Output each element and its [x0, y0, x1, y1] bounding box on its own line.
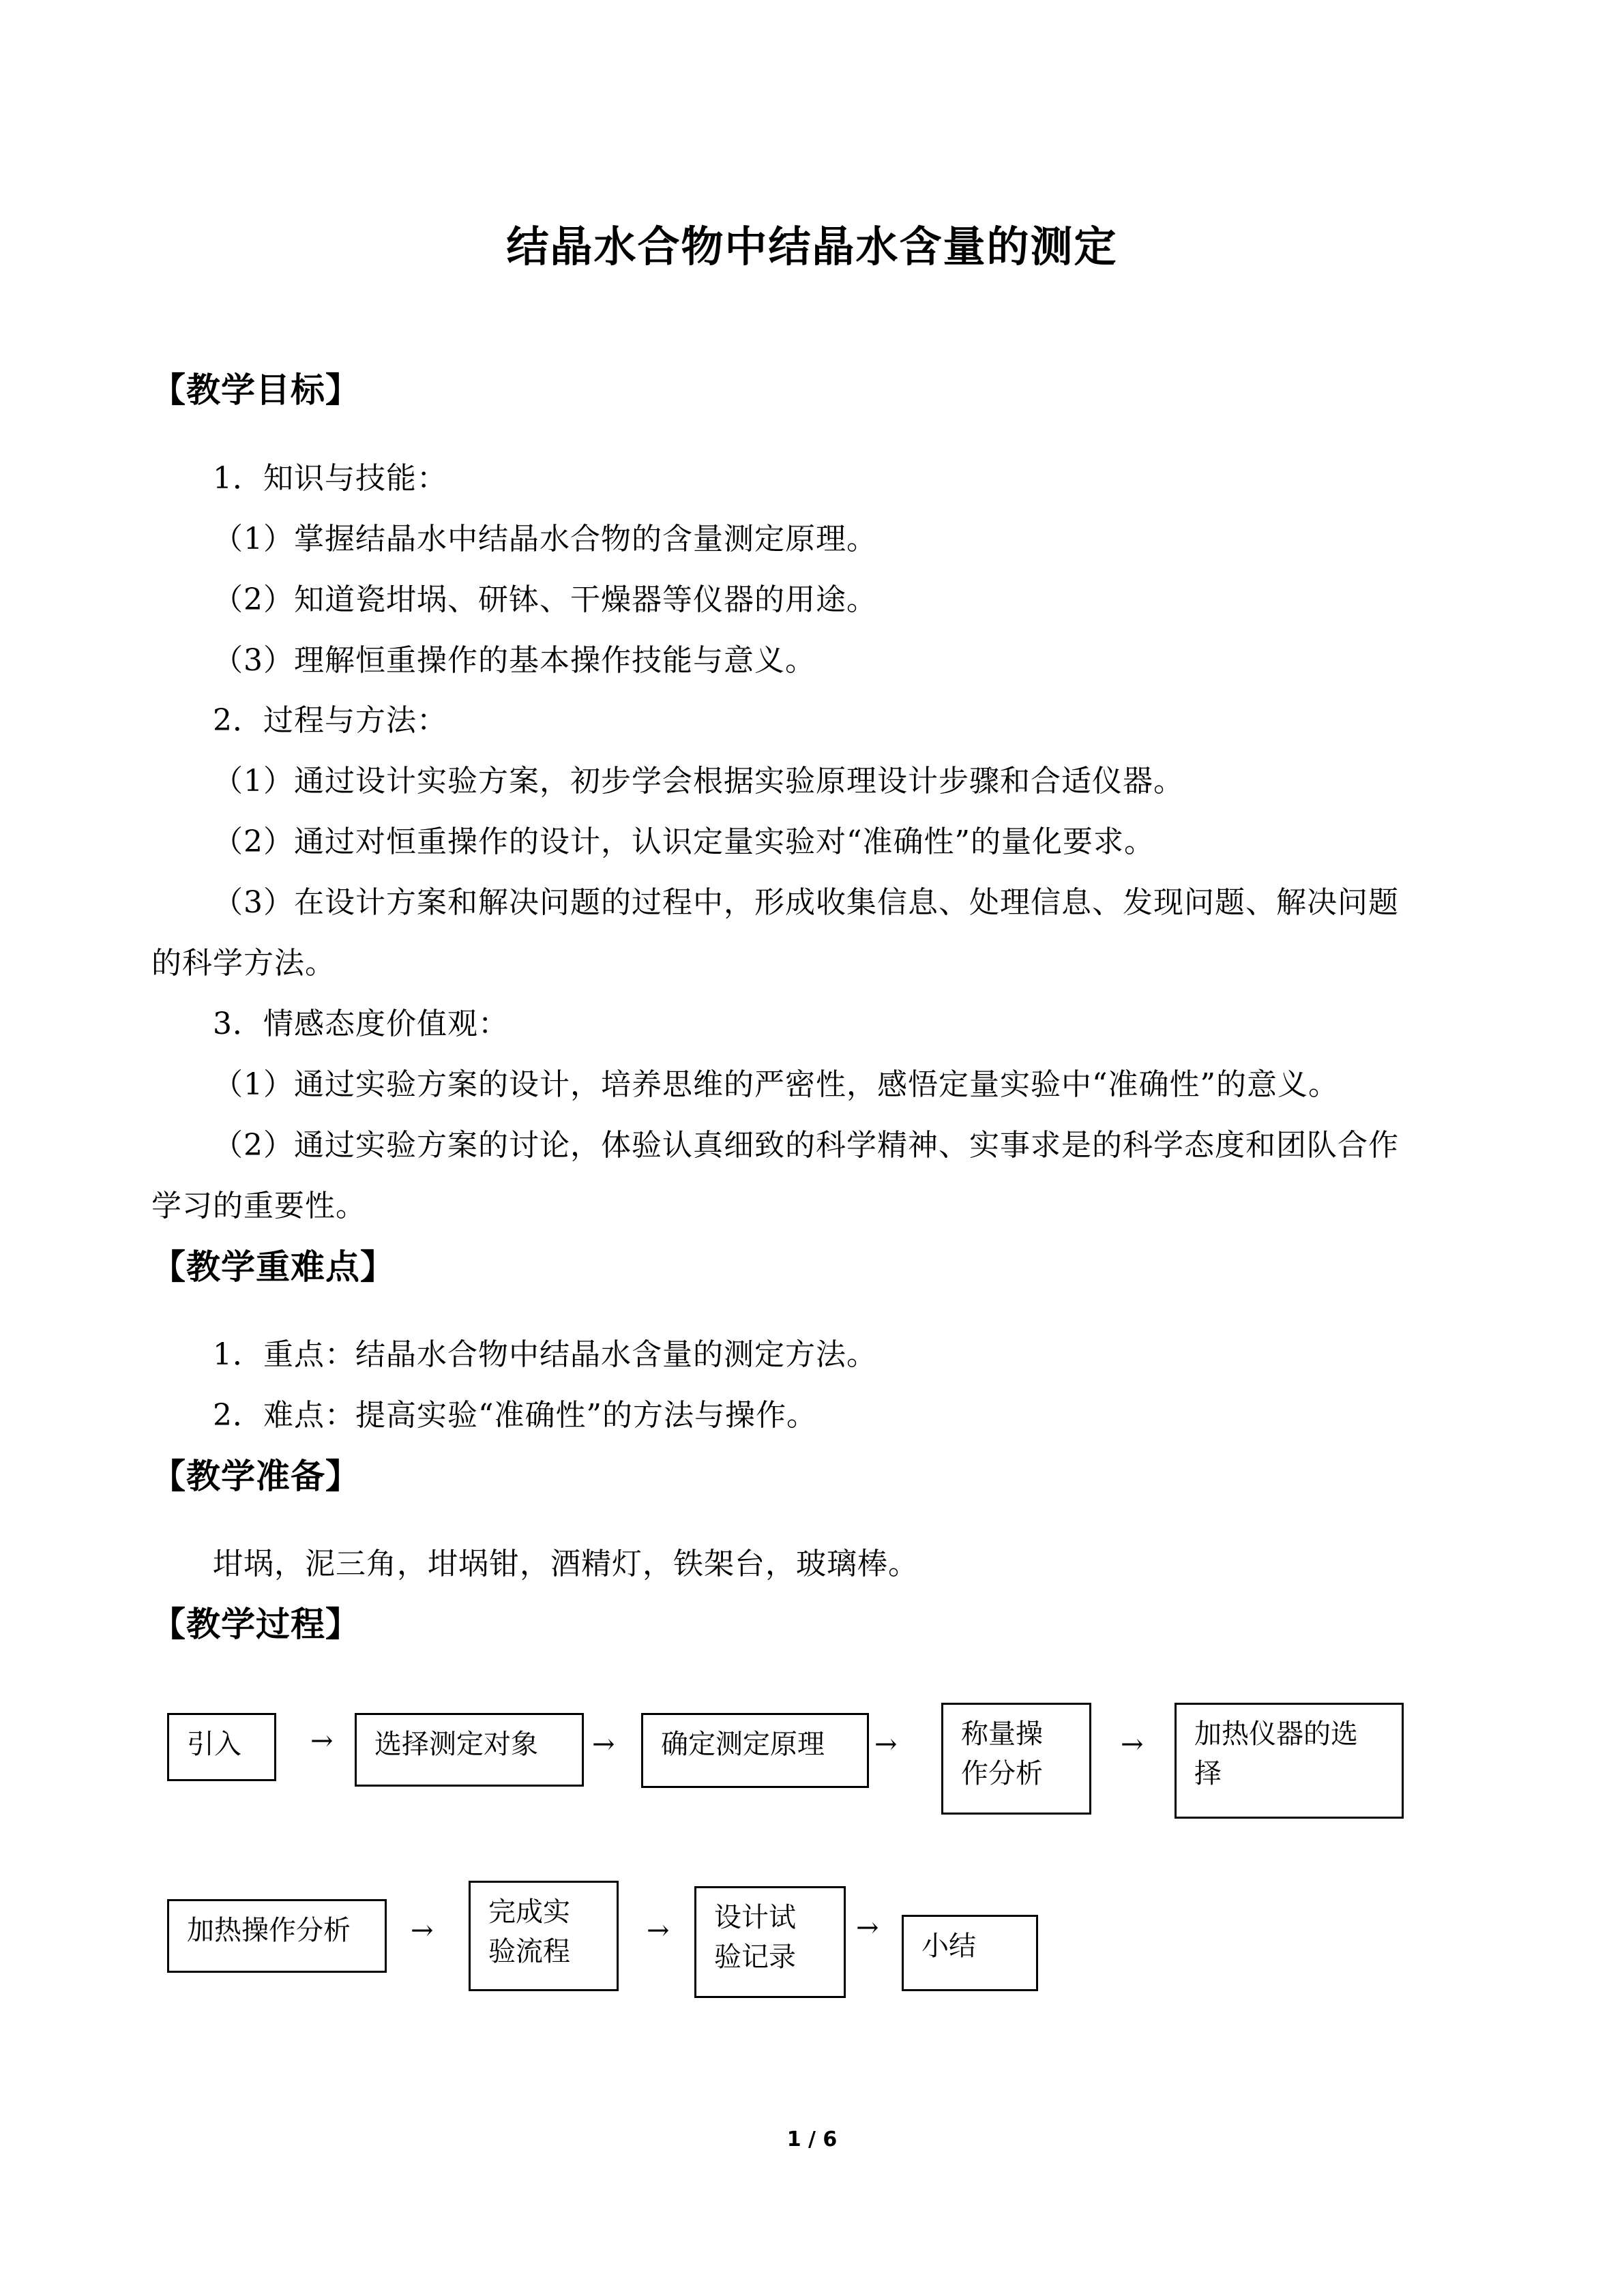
objective-line: （1）通过设计实验方案，初步学会根据实验原理设计步骤和合适仪器。 — [213, 764, 1184, 799]
objective-line: 1．知识与技能： — [213, 461, 447, 496]
flow-box-label: 设计试 — [714, 1902, 796, 1933]
objective-line: （2）通过实验方案的讨论，体验认真细致的科学精神、实事求是的科学态度和团队合作 — [213, 1128, 1399, 1163]
flow-box-label: 小结 — [921, 1930, 976, 1962]
flow-arrow: → — [1121, 1729, 1144, 1760]
flow-arrow: → — [310, 1725, 334, 1757]
flow-box-summary — [902, 1915, 1038, 1991]
flow-box-design-record — [694, 1886, 846, 1998]
objective-line: （1）通过实验方案的设计，培养思维的严密性，感悟定量实验中“准确性”的意义。 — [213, 1067, 1339, 1102]
flow-box-label: 选择测定对象 — [374, 1729, 538, 1760]
flow-box-label: 称量操 — [961, 1718, 1043, 1750]
flow-box-heating-operation — [167, 1899, 387, 1973]
flow-arrow: → — [647, 1915, 670, 1946]
preparation-line: 坩埚，泥三角，坩埚钳，酒精灯，铁架台，玻璃棒。 — [213, 1547, 919, 1581]
objective-line: （1）掌握结晶水中结晶水合物的含量测定原理。 — [213, 522, 877, 556]
heading-objectives: 【教学目标】 — [151, 370, 360, 410]
flow-box-label: 加热仪器的选 — [1194, 1718, 1358, 1750]
flow-box-label: 择 — [1194, 1758, 1222, 1789]
heading-process: 【教学过程】 — [151, 1605, 360, 1644]
document-title: 结晶水合物中结晶水含量的测定 — [506, 222, 1118, 271]
flow-box-intro — [167, 1713, 276, 1781]
objective-line: （2）知道瓷坩埚、研钵、干燥器等仪器的用途。 — [213, 582, 877, 617]
heading-preparation: 【教学准备】 — [151, 1457, 360, 1496]
page-number: 1 / 6 — [786, 2128, 838, 2151]
flow-box-select-object — [355, 1713, 584, 1787]
key-point-line: 1．重点：结晶水合物中结晶水含量的测定方法。 — [213, 1337, 877, 1372]
objective-line: （3）在设计方案和解决问题的过程中，形成收集信息、处理信息、发现问题、解决问题 — [213, 885, 1399, 920]
flow-arrow: → — [874, 1729, 898, 1760]
flow-box-weighing — [941, 1703, 1091, 1815]
flow-box-principle — [641, 1713, 869, 1788]
flow-box-label: 作分析 — [961, 1758, 1043, 1789]
objective-line: （2）通过对恒重操作的设计，认识定量实验对“准确性”的量化要求。 — [213, 824, 1155, 859]
flow-box-label: 验记录 — [714, 1941, 796, 1973]
key-point-line: 2．难点：提高实验“准确性”的方法与操作。 — [213, 1398, 817, 1433]
objective-line: 2．过程与方法： — [213, 703, 447, 738]
objective-line: 的科学方法。 — [151, 946, 336, 981]
objective-line: 3．情感态度价值观： — [213, 1007, 509, 1041]
flow-box-label: 加热操作分析 — [187, 1915, 351, 1946]
flow-arrow: → — [592, 1729, 615, 1760]
flow-box-heating-apparatus — [1175, 1703, 1404, 1819]
flow-arrow: → — [856, 1912, 879, 1943]
objective-line: （3）理解恒重操作的基本操作技能与意义。 — [213, 643, 816, 678]
flow-box-label: 完成实 — [488, 1896, 570, 1928]
objective-line: 学习的重要性。 — [151, 1189, 366, 1223]
flow-arrow: → — [411, 1915, 434, 1946]
flow-box-label: 验流程 — [488, 1936, 570, 1967]
flow-box-label: 引入 — [187, 1729, 241, 1760]
flow-box-complete-flow — [469, 1881, 619, 1991]
heading-key-points: 【教学重难点】 — [151, 1247, 395, 1287]
flow-box-label: 确定测定原理 — [661, 1729, 825, 1760]
